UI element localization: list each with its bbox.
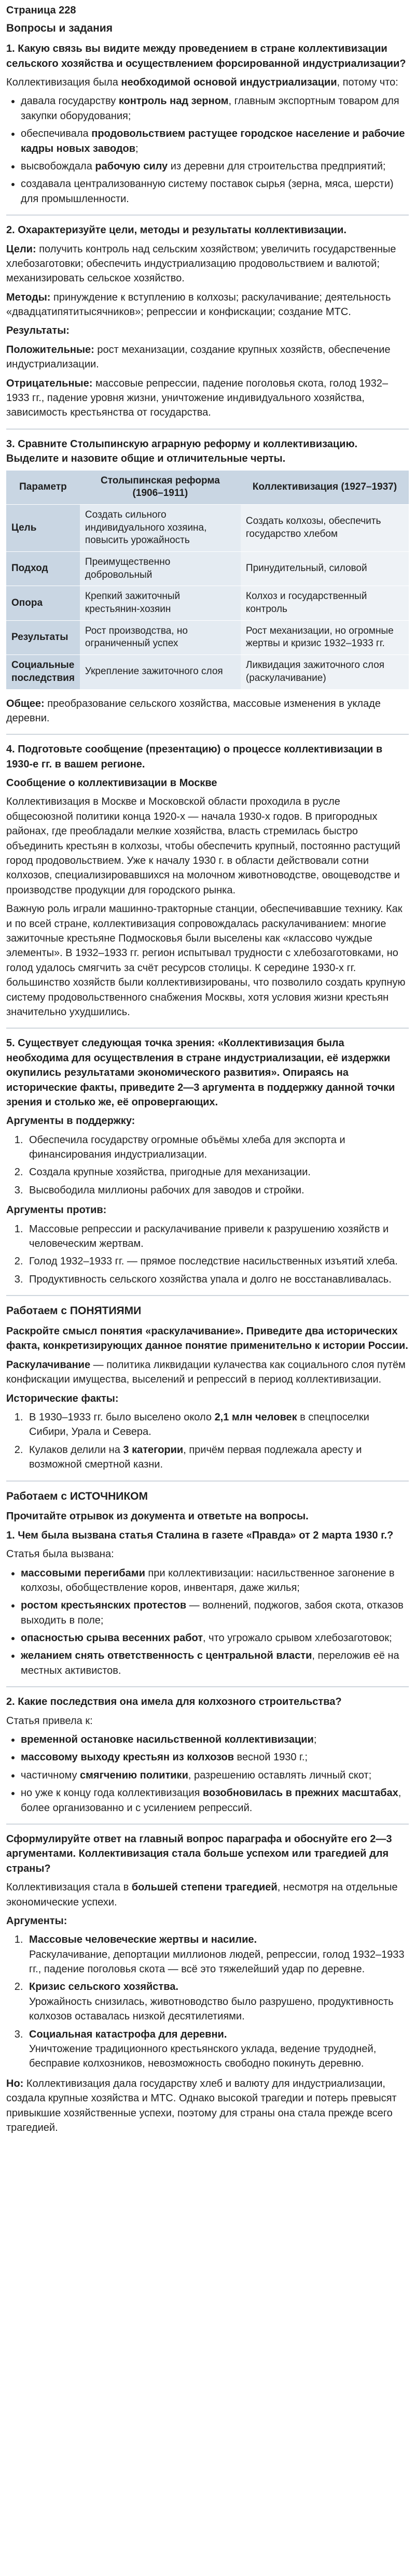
list-item: • но уже к концу года коллективизация возобновилась в прежних масштабах, более организованно и с усилением репрессий. bbox=[21, 1786, 409, 1815]
question-1: 1. Какую связь вы видите между проведением в стране коллективизации сельского хозяйства и осуществлением форсированной индустриализации? bbox=[6, 43, 406, 69]
question-2: 2. Охарактеризуйте цели, методы и результаты коллективизации. bbox=[6, 224, 347, 236]
list-item: 2. Кризис сельского хозяйства. Урожайность снизилась, животноводство было разрушено, продуктивность колхозов оставалась низкой десятилетиями. bbox=[26, 1980, 409, 2024]
list-item: 1. Массовые репрессии и раскулачивание привели к разрушению хозяйств и человеческим жертвам. bbox=[26, 1222, 409, 1251]
list-item: 3. Социальная катастрофа для деревни. Уничтожение традиционного крестьянского уклада, ведение трудодней, бесправие колхозников, невозможность свободно покинуть деревню. bbox=[26, 2027, 409, 2071]
concepts-definition: Раскулачивание — политика ликвидации кулачества как социального слоя путём конфискации имущества, выселений и репрессий в период коллективизации. bbox=[6, 1359, 406, 1386]
list-item: 2. Голод 1932–1933 гг. — прямое последствие насильственных изъятий хлеба. bbox=[26, 1254, 409, 1269]
source-block bbox=[6, 1489, 409, 2136]
list-item: 3. Продуктивность сельского хозяйства упала и долго не восстанавливалась. bbox=[26, 1272, 409, 1287]
question-5: 5. Существует следующая точка зрения: «Коллективизация была необходима для осуществления в стране индустриализации, её издержки окупились результатами экономического развития». Опираясь на исторические факты, приведите 2—3 аргумента в поддержку данной точки зрения и столько же, её опровергающих. bbox=[6, 1037, 395, 1108]
table-row bbox=[6, 504, 409, 551]
concepts-facts-label: Исторические факты: bbox=[6, 1392, 119, 1404]
source-q1-intro: Статья была вызвана: bbox=[6, 1548, 114, 1560]
list-item: • опасностью срыва весенних работ, что угрожало срывом хлебозаготовок; bbox=[21, 1631, 409, 1645]
q2-methods: Методы: принуждение к вступлению в колхозы; раскулачивание; деятельность «двадцатипятитысячников»; репрессии и конфискации; создание МТС. bbox=[6, 291, 391, 318]
list-item: 2. Кулаков делили на 3 категории, причём первая подлежала аресту и возможной смертной казни. bbox=[26, 1443, 409, 1472]
source-task: Прочитайте отрывок из документа и ответьте на вопросы. bbox=[6, 1511, 309, 1522]
arguments-list bbox=[6, 1932, 409, 2071]
table-header: Коллективизация (1927–1937) bbox=[241, 471, 409, 505]
table-header: Параметр bbox=[6, 471, 80, 505]
list-item: • желанием снять ответственность с центральной власти, переложив её на местных активистов. bbox=[21, 1648, 409, 1678]
final-question: Сформулируйте ответ на главный вопрос параграфа и обоснуйте его 2—3 аргументами. Коллективизация стала больше успехом или трагедией для страны? bbox=[6, 1833, 392, 1874]
table-cell: Преимущественно добровольный bbox=[80, 552, 241, 586]
list-item: • ростом крестьянских протестов — волнений, поджогов, забоя скота, отказов выходить в поле; bbox=[21, 1598, 409, 1628]
table-cell: Принудительный, силовой bbox=[241, 552, 409, 586]
section-heading: Вопросы и задания bbox=[6, 22, 113, 35]
list-item: 1. В 1930–1933 гг. было выселено около 2,1 млн человек в спецпоселки Сибири, Урала и Севера. bbox=[26, 1410, 409, 1440]
source-q2-intro: Статья привела к: bbox=[6, 1715, 93, 1727]
table-row bbox=[6, 586, 409, 620]
table-cell: Ликвидация зажиточного слоя (раскулачивание) bbox=[241, 655, 409, 689]
table-cell: Колхоз и государственный контроль bbox=[241, 586, 409, 620]
table-row-header: Результаты bbox=[6, 620, 80, 654]
table-cell: Крепкий зажиточный крестьянин-хозяин bbox=[80, 586, 241, 620]
list-item: • массовыми перегибами при коллективизации: насильственное загонение в колхозы, обобществление коров, инвентаря, даже жилья; bbox=[21, 1566, 409, 1596]
source-q1-list bbox=[6, 1566, 409, 1678]
q1-intro: Коллективизация была необходимой основой индустриализации, потому что: bbox=[6, 76, 398, 88]
paragraph: Важную роль играли машинно-тракторные станции, обеспечивавшие технику. Как и по всей стране, коллективизация сопровождалась раскулачиванием: многие зажиточные крестьяне Подмосковья были выселены как «классово чуждые элементы». В 1932–1933 гг. регион испытывал трудности с хлебозаготовками, но голод удалось смягчить за счёт ресурсов столицы. К середине 1930-х гг. большинство хозяйств были коллективизированы, что позволило создать крупную систему продовольственного снабжения Москвы, хотя условия жизни крестьян значительно ухудшились. bbox=[6, 903, 406, 1018]
list-item: • обеспечивала продовольствием растущее городское население и рабочие кадры новых заводов; bbox=[21, 126, 409, 156]
table-row-header: Социальные последствия bbox=[6, 655, 80, 689]
question-5-block bbox=[6, 1036, 409, 1287]
conclusion: Но: Коллективизация дала государству хлеб и валюту для индустриализации, создала крупные хозяйства и МТС. Однако высокой трагедии и потерь превысят привыкшие хозяйственные успехи, поэтому для страны она стала прежде всего трагедией. bbox=[6, 2077, 397, 2133]
question-3: 3. Сравните Столыпинскую аграрную реформу и коллективизацию. Выделите и назовите общие и отличительные черты. bbox=[6, 438, 358, 465]
list-item: 1. Обеспечила государству огромные объёмы хлеба для экспорта и финансирования индустриализации. bbox=[26, 1133, 409, 1162]
table-row-header: Цель bbox=[6, 504, 80, 551]
question-3-block bbox=[6, 437, 409, 726]
source-question-2: 2. Какие последствия она имела для колхозного строительства? bbox=[6, 1696, 342, 1708]
divider bbox=[6, 1028, 409, 1029]
list-item: 1. Массовые человеческие жертвы и насилие. Раскулачивание, депортации миллионов людей, репрессии, голод 1932–1933 гг., падение поголовья скота — всё это тяжелейший удар по деревне. bbox=[26, 1932, 409, 1976]
table-header: Столыпинская реформа (1906–1911) bbox=[80, 471, 241, 505]
table-cell: Рост механизации, но огромные жертвы и кризис 1932–1933 гг. bbox=[241, 620, 409, 654]
arguments-label: Аргументы: bbox=[6, 1915, 67, 1927]
concepts-facts-list bbox=[6, 1410, 409, 1472]
q2-positive: Положительные: рост механизации, создание крупных хозяйств, обеспечение индустриализации. bbox=[6, 344, 391, 371]
divider bbox=[6, 1686, 409, 1687]
table-row bbox=[6, 655, 409, 689]
list-item: 3. Высвободила миллионы рабочих для заводов и стройки. bbox=[26, 1183, 409, 1198]
table-row bbox=[6, 552, 409, 586]
table-header-row bbox=[6, 471, 409, 505]
source-title: Работаем с ИСТОЧНИКОМ bbox=[6, 1490, 148, 1502]
divider bbox=[6, 429, 409, 430]
q4-title: Сообщение о коллективизации в Москве bbox=[6, 777, 217, 789]
list-item: • создавала централизованную систему поставок сырья (зерна, мяса, шерсти) для промышленности. bbox=[21, 177, 409, 206]
concepts-task: Раскройте смысл понятия «раскулачивание». Приведите два исторических факта, конкретизирующих данное понятие применительно к истории России. bbox=[6, 1326, 408, 1352]
divider bbox=[6, 1824, 409, 1825]
divider bbox=[6, 734, 409, 735]
q5-against-list bbox=[6, 1222, 409, 1287]
q5-for-list bbox=[6, 1133, 409, 1198]
table-row bbox=[6, 620, 409, 654]
list-item: 2. Создала крупные хозяйства, пригодные для механизации. bbox=[26, 1165, 409, 1179]
q5-against-label: Аргументы против: bbox=[6, 1204, 107, 1216]
list-item: • массовому выходу крестьян из колхозов весной 1930 г.; bbox=[21, 1750, 409, 1764]
q1-list bbox=[6, 94, 409, 206]
q2-negative: Отрицательные: массовые репрессии, падение поголовья скота, голод 1932–1933 гг., падение уровня жизни, уничтожение индивидуального хозяйства, зависимость крестьянства от государства. bbox=[6, 377, 388, 419]
table-cell: Создать колхозы, обеспечить государство хлебом bbox=[241, 504, 409, 551]
list-item: • частичному смягчению политики, разрешению оставлять личный скот; bbox=[21, 1768, 409, 1783]
question-4: 4. Подготовьте сообщение (презентацию) о процессе коллективизации в 1930-е гг. в вашем регионе. bbox=[6, 744, 383, 770]
question-1-block bbox=[6, 41, 409, 206]
table-row-header: Опора bbox=[6, 586, 80, 620]
question-2-block bbox=[6, 223, 409, 420]
list-item: • давала государству контроль над зерном, главным экспортным товаром для закупки оборудования; bbox=[21, 94, 409, 123]
q5-for-label: Аргументы в поддержку: bbox=[6, 1115, 135, 1127]
table-cell: Рост производства, но ограниченный успех bbox=[80, 620, 241, 654]
paragraph: Коллективизация в Москве и Московской области проходила в русле общесоюзной политики конца 1920-х — начала 1930-х годов. В пригородных районах, где преобладали мелкие хозяйства, власть стремилась быстро объединить крестьян в колхозы, чтобы обеспечить крупный, постоянно растущий город продовольствием. Уже к началу 1930 г. в области действовали сотни колхозов, специализировавшихся на молочном животноводстве, овощеводстве и производстве продукции для городского рынка. bbox=[6, 796, 400, 896]
final-answer: Коллективизация стала в большей степени трагедией, несмотря на отдельные экономические успехи. bbox=[6, 1882, 398, 1908]
divider bbox=[6, 1295, 409, 1296]
source-q2-list bbox=[6, 1732, 409, 1815]
divider bbox=[6, 1481, 409, 1482]
table-cell: Создать сильного индивидуального хозяина, повысить урожайность bbox=[80, 504, 241, 551]
q2-results-label: Результаты: bbox=[6, 325, 70, 337]
q3-common: Общее: преобразование сельского хозяйства, массовые изменения в укладе деревни. bbox=[6, 698, 381, 724]
page-number: Страница 228 bbox=[6, 5, 76, 16]
divider bbox=[6, 215, 409, 216]
comparison-table bbox=[6, 471, 409, 689]
concepts-title: Работаем с ПОНЯТИЯМИ bbox=[6, 1305, 142, 1317]
list-item: • временной остановке насильственной коллективизации; bbox=[21, 1732, 409, 1747]
table-row-header: Подход bbox=[6, 552, 80, 586]
table-cell: Укрепление зажиточного слоя bbox=[80, 655, 241, 689]
source-question-1: 1. Чем была вызвана статья Сталина в газете «Правда» от 2 марта 1930 г.? bbox=[6, 1529, 394, 1541]
concepts-block bbox=[6, 1303, 409, 1472]
question-4-block bbox=[6, 742, 409, 1019]
q2-goals: Цели: получить контроль над сельским хозяйством; увеличить государственные хлебозаготовки; обеспечить индустриализацию продовольствием и валютой; механизировать сельское хозяйство. bbox=[6, 243, 396, 284]
list-item: • высвобождала рабочую силу из деревни для строительства предприятий; bbox=[21, 159, 409, 174]
